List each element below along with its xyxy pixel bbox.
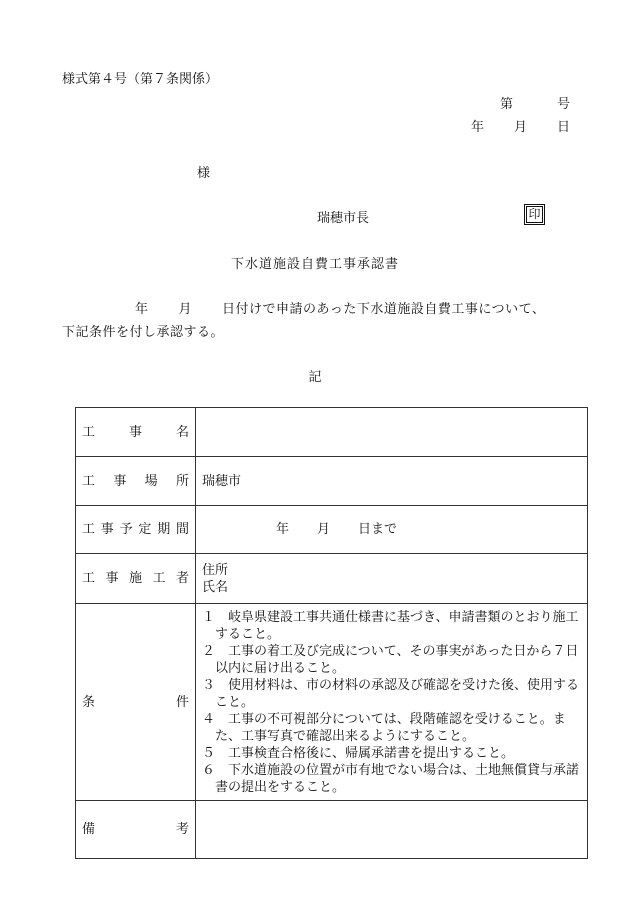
label-contractor: 工 事 施 工 者: [76, 554, 196, 604]
condition-item: ５ 工事検査合格後に、帰属承諾書を提出すること。: [202, 745, 515, 761]
date-day: 日: [556, 120, 570, 135]
body-text-line2: 下記条件を付し承認する。: [62, 325, 225, 340]
value-remarks: [196, 801, 588, 859]
label-remarks: 備 考: [76, 801, 196, 859]
period-month: 月: [317, 522, 331, 537]
table-row: [76, 801, 588, 859]
period-day: 日まで: [358, 522, 398, 537]
contractor-address-label: 住所: [202, 562, 229, 578]
value-contractor: [196, 554, 588, 604]
table-row: [76, 408, 588, 457]
table-row: [76, 457, 588, 506]
contractor-name-label: 氏名: [202, 579, 229, 595]
addressee: 様: [197, 166, 211, 181]
body-date-year: 年: [135, 302, 149, 317]
table-row: [76, 506, 588, 554]
form-number: 様式第４号（第７条関係）: [62, 72, 219, 87]
label-conditions: 条 件: [76, 604, 196, 801]
condition-item: ６ 下水道施設の位置が市有地でない場合は、土地無償貸与承諾書の提出をすること。: [202, 762, 580, 795]
period-year: 年: [276, 522, 290, 537]
body-text-line1: [135, 298, 545, 317]
label-scheduled-period: 工 事 予 定 期 間: [76, 506, 196, 554]
body-line1-rest: 日付けで申請のあった下水道施設自費工事について、: [222, 302, 546, 317]
document-date: [471, 116, 570, 135]
number-prefix: 第: [499, 97, 513, 112]
date-year: 年: [470, 120, 484, 135]
date-month: 月: [513, 120, 527, 135]
label-project-location: 工 事 場 所: [76, 457, 196, 506]
value-project-location: 瑞穂市: [196, 457, 588, 506]
table-row: [76, 554, 588, 604]
value-project-name: [196, 408, 588, 457]
condition-item: ３ 使用材料は、市の材料の承認及び確認を受けた後、使用すること。: [202, 677, 580, 710]
number-suffix: 号: [556, 97, 570, 112]
value-scheduled-period: [196, 506, 588, 554]
seal-stamp: 印: [524, 204, 545, 225]
condition-item: ４ 工事の不可視部分については、段階確認を受けること。また、工事写真で確認出来るようにすること。: [202, 711, 566, 744]
table-row: [76, 604, 588, 801]
issuer-name: 瑞穂市長: [317, 211, 370, 226]
ki-heading: 記: [308, 370, 322, 385]
body-date-month: 月: [178, 302, 193, 317]
label-project-name: 工 事 名: [76, 408, 196, 457]
document-title: 下水道施設自費工事承認書: [230, 257, 399, 272]
condition-item: １ 岐阜県建設工事共通仕様書に基づき、申請書類のとおり施工すること。: [202, 609, 579, 642]
document-number: [500, 93, 570, 112]
value-conditions: [196, 604, 588, 801]
conditions-table: [75, 407, 588, 859]
condition-item: ２ 工事の着工及び完成について、その事実があった日から７日以内に届け出ること。: [202, 643, 579, 676]
